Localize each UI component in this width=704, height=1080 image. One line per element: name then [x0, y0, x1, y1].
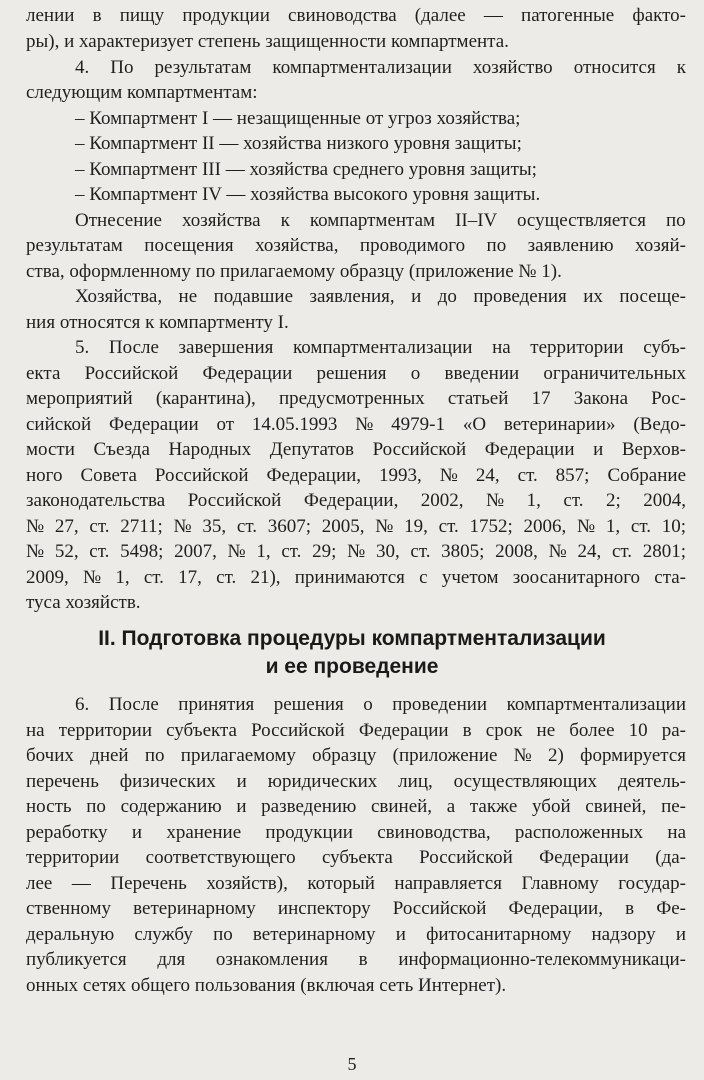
text-line: результатам посещения хозяйства, проводимого по заявлению хозяй-	[26, 235, 686, 256]
text-line: 2009, № 1, ст. 17, ст. 21), принимаются с учетом зоосанитарного ста-	[26, 567, 687, 588]
text-line: мероприятий (карантина), предусмотренных статьей 17 Закона Рос-	[26, 388, 686, 409]
text-line: – Компартмент III — хозяйства среднего уровня защиты;	[75, 159, 537, 180]
text-line: туса хозяйств.	[26, 592, 141, 613]
text-line: Хозяйства, не подавшие заявления, и до проведения их посеще-	[75, 286, 687, 307]
text-line: сийской Федерации от 14.05.1993 № 4979-1 «О ветеринарии» (Ведо-	[26, 414, 686, 435]
text-line: Отнесение хозяйства к компартментам II–IV осуществляется по	[75, 210, 686, 231]
text-line: № 27, ст. 2711; № 35, ст. 3607; 2005, № 19, ст. 1752; 2006, № 1, ст. 10;	[26, 516, 687, 537]
text-line: деральную службу по ветеринарному и фитосанитарному надзору и	[26, 924, 687, 945]
text-line: мости Съезда Народных Депутатов Российской Федерации и Верхов-	[26, 439, 686, 460]
text-line: ры), и характеризует степень защищенности компартмента.	[26, 31, 509, 52]
text-line: – Компартмент IV — хозяйства высокого уровня защиты.	[75, 184, 541, 205]
text-line: ность по содержанию и разведению свиней, а также убой свиней, пе-	[26, 796, 687, 817]
text-line: онных сетях общего пользования (включая сеть Интернет).	[26, 975, 507, 996]
text-line: ного Совета Российской Федерации, 1993, № 24, ст. 857; Собрание	[26, 465, 686, 486]
text-line: лее — Перечень хозяйств), который направляется Главному государ-	[26, 873, 687, 894]
section-heading-line-2: и ее проведение	[265, 655, 439, 678]
text-line: – Компартмент II — хозяйства низкого уровня защиты;	[75, 133, 522, 154]
text-line: территории соответствующего субъекта Российской Федерации (да-	[26, 847, 687, 868]
text-line: лении в пищу продукции свиноводства (далее — патогенные факто-	[26, 5, 687, 26]
text-line: ственному ветеринарному инспектору Российской Федерации, в Фе-	[26, 898, 687, 919]
page-number: 5	[347, 1054, 357, 1074]
text-line: реработку и хранение продукции свиноводства, расположенных на	[26, 822, 686, 843]
text-line: 5. После завершения компартментализации на территории субъ-	[75, 337, 686, 358]
text-line: бочих дней по прилагаемому образцу (приложение № 2) формируется	[26, 745, 687, 766]
text-line: 4. По результатам компартментализации хозяйство относится к	[75, 57, 687, 78]
text-line: – Компартмент I — незащищенные от угроз хозяйства;	[75, 108, 521, 129]
text-line: перечень физических и юридических лиц, осуществляющих деятель-	[26, 771, 686, 792]
text-line: 6. После принятия решения о проведении компартментализации	[75, 694, 686, 715]
text-line: публикуется для ознакомления в информационно-телекоммуникаци-	[26, 949, 686, 970]
text-line: ства, оформленному по прилагаемому образцу (приложение № 1).	[26, 261, 562, 282]
text-line: законодательства Российской Федерации, 2002, № 1, ст. 2; 2004,	[26, 490, 686, 511]
section-heading-line-1: II. Подготовка процедуры компартментализации	[98, 627, 606, 650]
text-line: следующим компартментам:	[26, 82, 258, 103]
text-line: екта Российской Федерации решения о введении ограничительных	[26, 363, 686, 384]
text-line: № 52, ст. 5498; 2007, № 1, ст. 29; № 30, ст. 3805; 2008, № 24, ст. 2801;	[26, 541, 686, 562]
text-line: на территории субъекта Российской Федерации в срок не более 10 ра-	[26, 720, 687, 741]
text-line: ния относятся к компартменту I.	[26, 312, 289, 333]
